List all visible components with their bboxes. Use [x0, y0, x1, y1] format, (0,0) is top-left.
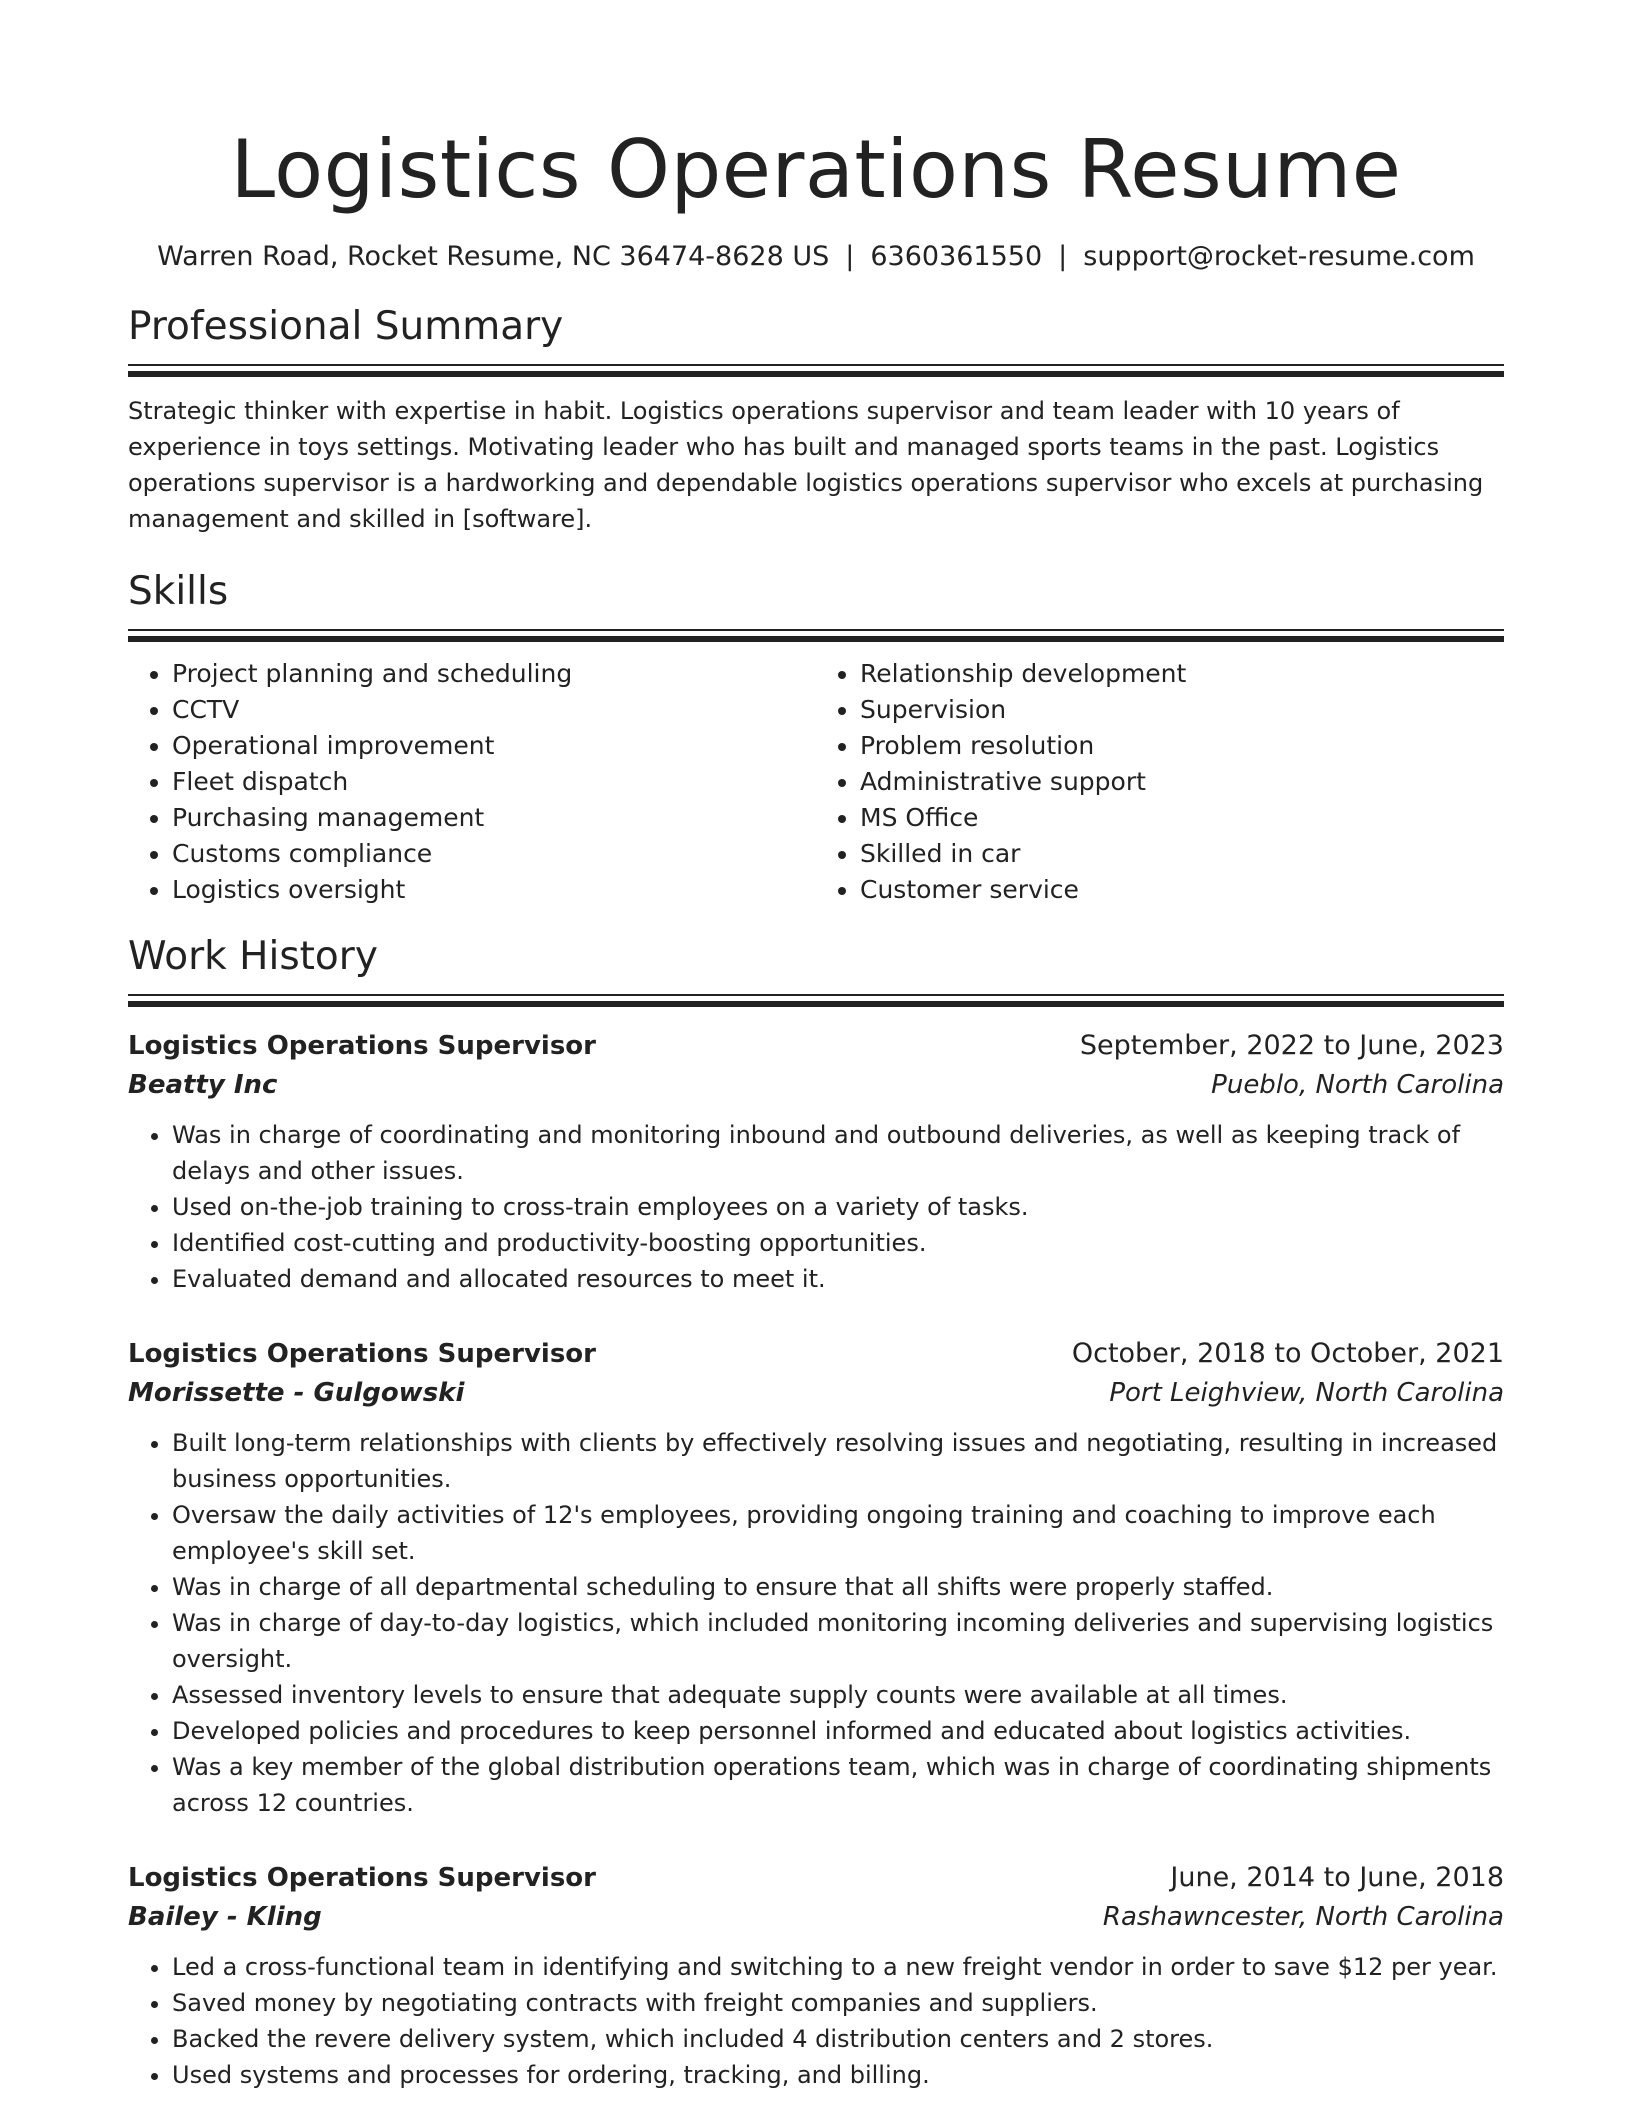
job-bullet: • Oversaw the daily activities of 12's employees, providing ongoing training and coaching to improve each employee's skill set. — [172, 1497, 1504, 1569]
job-location: Rashawncester, North Carolina — [1102, 1902, 1504, 1932]
job-company: Bailey - Kling — [128, 1902, 322, 1932]
resume-title: Logistics Operations Resume — [230, 123, 1402, 216]
job-bullet: • Saved money by negotiating contracts with freight companies and suppliers. — [172, 1985, 1504, 2021]
job-bullet: • Built long-term relationships with clients by effectively resolving issues and negotiating, resulting in increased business opportunities. — [172, 1425, 1504, 1497]
job-entry — [128, 1859, 1504, 2093]
job-bullet-list — [128, 1425, 1504, 1821]
job-dates: September, 2022 to June, 2023 — [1079, 1030, 1504, 1061]
skills-column-left — [128, 656, 816, 908]
job-bullet: • Identified cost-cutting and productivity-boosting opportunities. — [172, 1225, 1504, 1261]
skill-item: • Logistics oversight — [172, 872, 816, 908]
skills-column-right — [816, 656, 1504, 908]
skill-item: • CCTV — [172, 692, 816, 728]
section-divider — [128, 994, 1504, 1007]
job-dates: October, 2018 to October, 2021 — [1071, 1338, 1504, 1369]
contact-separator: | — [1058, 241, 1068, 272]
job-bullet-list — [128, 1117, 1504, 1297]
skill-item: • Administrative support — [860, 764, 1504, 800]
job-bullet: • Was in charge of coordinating and monitoring inbound and outbound deliveries, as well as keeping track of delays and other issues. — [172, 1117, 1504, 1189]
skills-grid — [128, 656, 1504, 908]
section-heading-work-history: Work History — [128, 934, 378, 979]
job-location: Pueblo, North Carolina — [1211, 1070, 1504, 1100]
job-bullet-list — [128, 1949, 1504, 2093]
contact-address: Warren Road, Rocket Resume, NC 36474-8628 US — [157, 241, 830, 272]
skill-item: • Supervision — [860, 692, 1504, 728]
job-header-row — [128, 1335, 1504, 1373]
job-bullet: • Developed policies and procedures to keep personnel informed and educated about logistics activities. — [172, 1713, 1504, 1749]
job-bullet: • Used systems and processes for ordering, tracking, and billing. — [172, 2057, 1504, 2093]
contact-phone: 6360361550 — [870, 241, 1043, 272]
job-title: Logistics Operations Supervisor — [128, 1031, 596, 1061]
skill-item: • Skilled in car — [860, 836, 1504, 872]
job-company: Beatty Inc — [128, 1070, 278, 1100]
job-dates: June, 2014 to June, 2018 — [1170, 1862, 1504, 1893]
job-bullet: • Assessed inventory levels to ensure that adequate supply counts were available at all times. — [172, 1677, 1504, 1713]
summary-text: Strategic thinker with expertise in habit. Logistics operations supervisor and team leader with 10 years of experience in toys settings. Motivating leader who has built and managed sports teams in the past. Logistics operations supervisor is a hardworking and dependable logistics operations supervisor who excels at purchasing management and skilled in [software]. — [128, 397, 1484, 533]
job-bullet: • Used on-the-job training to cross-train employees on a variety of tasks. — [172, 1189, 1504, 1225]
job-bullet: • Was in charge of all departmental scheduling to ensure that all shifts were properly staffed. — [172, 1569, 1504, 1605]
job-title: Logistics Operations Supervisor — [128, 1863, 596, 1893]
work-history-section — [128, 932, 1504, 2093]
skill-item: • Fleet dispatch — [172, 764, 816, 800]
skill-item: • Problem resolution — [860, 728, 1504, 764]
skill-item: • Operational improvement — [172, 728, 816, 764]
contact-line — [128, 240, 1504, 274]
job-header-row — [128, 1859, 1504, 1897]
job-company-row — [128, 1373, 1504, 1413]
job-title: Logistics Operations Supervisor — [128, 1339, 596, 1369]
job-bullet: • Was a key member of the global distribution operations team, which was in charge of coordinating shipments across 12 countries. — [172, 1749, 1504, 1821]
skills-section — [128, 567, 1504, 908]
job-bullet: • Was in charge of day-to-day logistics, which included monitoring incoming deliveries and supervising logistics oversight. — [172, 1605, 1504, 1677]
job-entry — [128, 1335, 1504, 1821]
job-bullet: • Evaluated demand and allocated resources to meet it. — [172, 1261, 1504, 1297]
skill-item: • Customer service — [860, 872, 1504, 908]
job-entry — [128, 1027, 1504, 1297]
job-company-row — [128, 1065, 1504, 1105]
job-bullet: • Backed the revere delivery system, which included 4 distribution centers and 2 stores. — [172, 2021, 1504, 2057]
professional-summary-section — [128, 302, 1504, 537]
section-divider — [128, 364, 1504, 377]
contact-email: support@rocket-resume.com — [1083, 241, 1475, 272]
job-company: Morissette - Gulgowski — [128, 1378, 465, 1408]
section-heading-summary: Professional Summary — [128, 304, 564, 349]
skill-item: • Project planning and scheduling — [172, 656, 816, 692]
job-location: Port Leighview, North Carolina — [1109, 1378, 1504, 1408]
job-company-row — [128, 1897, 1504, 1937]
skill-item: • Customs compliance — [172, 836, 816, 872]
section-heading-skills: Skills — [128, 569, 229, 614]
contact-separator: | — [845, 241, 855, 272]
job-bullet: • Led a cross-functional team in identifying and switching to a new freight vendor in order to save $12 per year. — [172, 1949, 1504, 1985]
skill-item: • MS Office — [860, 800, 1504, 836]
skill-item: • Relationship development — [860, 656, 1504, 692]
skill-item: • Purchasing management — [172, 800, 816, 836]
job-header-row — [128, 1027, 1504, 1065]
section-divider — [128, 629, 1504, 642]
